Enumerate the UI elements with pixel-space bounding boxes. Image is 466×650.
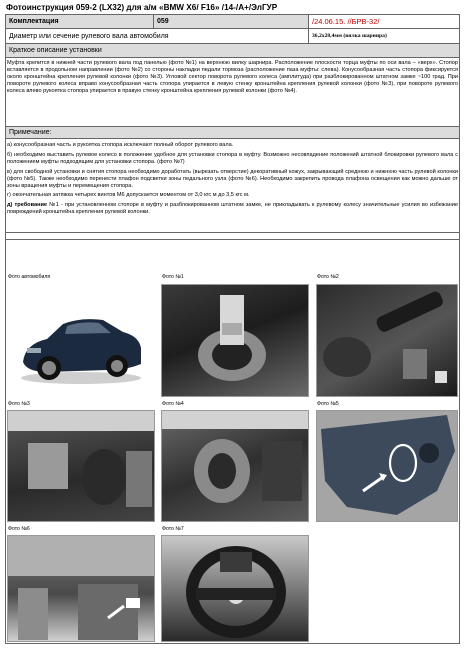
photo-5-illustration [317,411,458,522]
photo-car [7,284,155,397]
photo-3-illustration [8,411,155,522]
description-header: Краткое описание установки [9,47,102,54]
note-a: а) конусообразная часть и рукоятка стопора исключают полный оборот рулевого вала. [7,142,234,148]
photo-separator [5,232,460,240]
photo-car-label: Фото автомобиля [8,274,51,280]
note-d: г) окончательная затяжка четырех винтов М6 допускается моментом от 3,0 кгс м до 3,5 кгс м. [7,192,250,199]
requirement-text: №1 - при установленном стопоре в муфту и разблокированном штатном замке, не прикладывать к рулевому колесу значительные усилия во избежание повреждений кронштейна крепления рулевой колонки. [7,202,458,216]
note-e [7,202,458,216]
row-diameter [5,29,460,44]
requirement-label: д) требование [7,202,48,209]
photo-4-label: Фото №4 [162,401,184,407]
row-description-header [5,44,460,58]
page-title: Фотоинструкция 059-2 (LX32) для а/м «BMW X6/ F16» /14-/А+/ЭлГУР [6,3,278,12]
installation-description: Муфта крепится в нижней части рулевого вала под панелью (фото №1) на верхнюю вилку шарнира. Расположение плоскости торца муфты по оси вала – «верх». Стопор вставляется в продольном направлении (фото №2) со стороны накладки педали тормоза (расположение паза муфты: слева). Конусообразная часть стопора фиксируется около кронштейна крепления рулевой колонки (фото №3). Угловой сектор поворота рулевого колеса (амплитуда) при разблокированном штатном замке ~100 град. При повороте рулевого колеса вправо конусообразная часть стопора упирается в левую стенку кронштейна крепления рулевой колонки (фото №3), при повороте рулевого колеса влево рукоятка стопора упирается в правую стенку кронштейна крепления рулевой колонки (фото №4). [7,60,458,94]
complectation-label: Комплектация [6,15,154,28]
car-illustration [7,284,155,397]
photo-4-illustration [162,411,309,522]
photo-2-label: Фото №2 [317,274,339,280]
photo-2 [316,284,458,397]
complectation-value: 059 [154,15,309,28]
photo-1 [161,284,309,397]
diameter-value: 36,2х28,4мм (вилка шарнира) [312,33,387,39]
complectation-code: /24.06.15. //БРВ-32/ [312,17,380,26]
photo-5 [316,410,458,522]
row-complectation [5,14,460,29]
photo-7-illustration [162,536,309,642]
photo-6-label: Фото №6 [8,526,30,532]
photo-3-label: Фото №3 [8,401,30,407]
photo-4 [161,410,309,522]
photo-5-label: Фото №5 [317,401,339,407]
photo-6 [7,535,155,642]
note-c: в) для свободной установки и снятия стопора необходимо доработать (вырезать отверстие) декоративный кожух, закрывающий среднюю и нижнюю часть рулевой колонки (фото №5). Также необходимо перенести плафон подсветки зоны педального узла (фото №6). Необходимо закрепить провода плафона освещения как можно дальше от зоны вращения муфты и перемещения стопора. [7,168,458,189]
note-b: б) необходимо выставить рулевое колесо в положение удобное для установки стопора в муфту. Возможно несовпадение положений штатной блокировки рулевого вала с положением муфты подходящим для установки стопора. (фото №7) [7,151,458,165]
photo-1-label: Фото №1 [162,274,184,280]
photo-2-illustration [317,285,458,397]
photo-6-illustration [8,536,155,642]
photo-1-illustration [162,285,309,397]
row-note-header [5,126,460,139]
photo-7 [161,535,309,642]
photo-3 [7,410,155,522]
notes-list [7,142,458,216]
note-header: Примечание: [9,129,52,136]
diameter-label: Диаметр или сечение рулевого вала автомобиля [6,29,309,43]
photo-7-label: Фото №7 [162,526,184,532]
